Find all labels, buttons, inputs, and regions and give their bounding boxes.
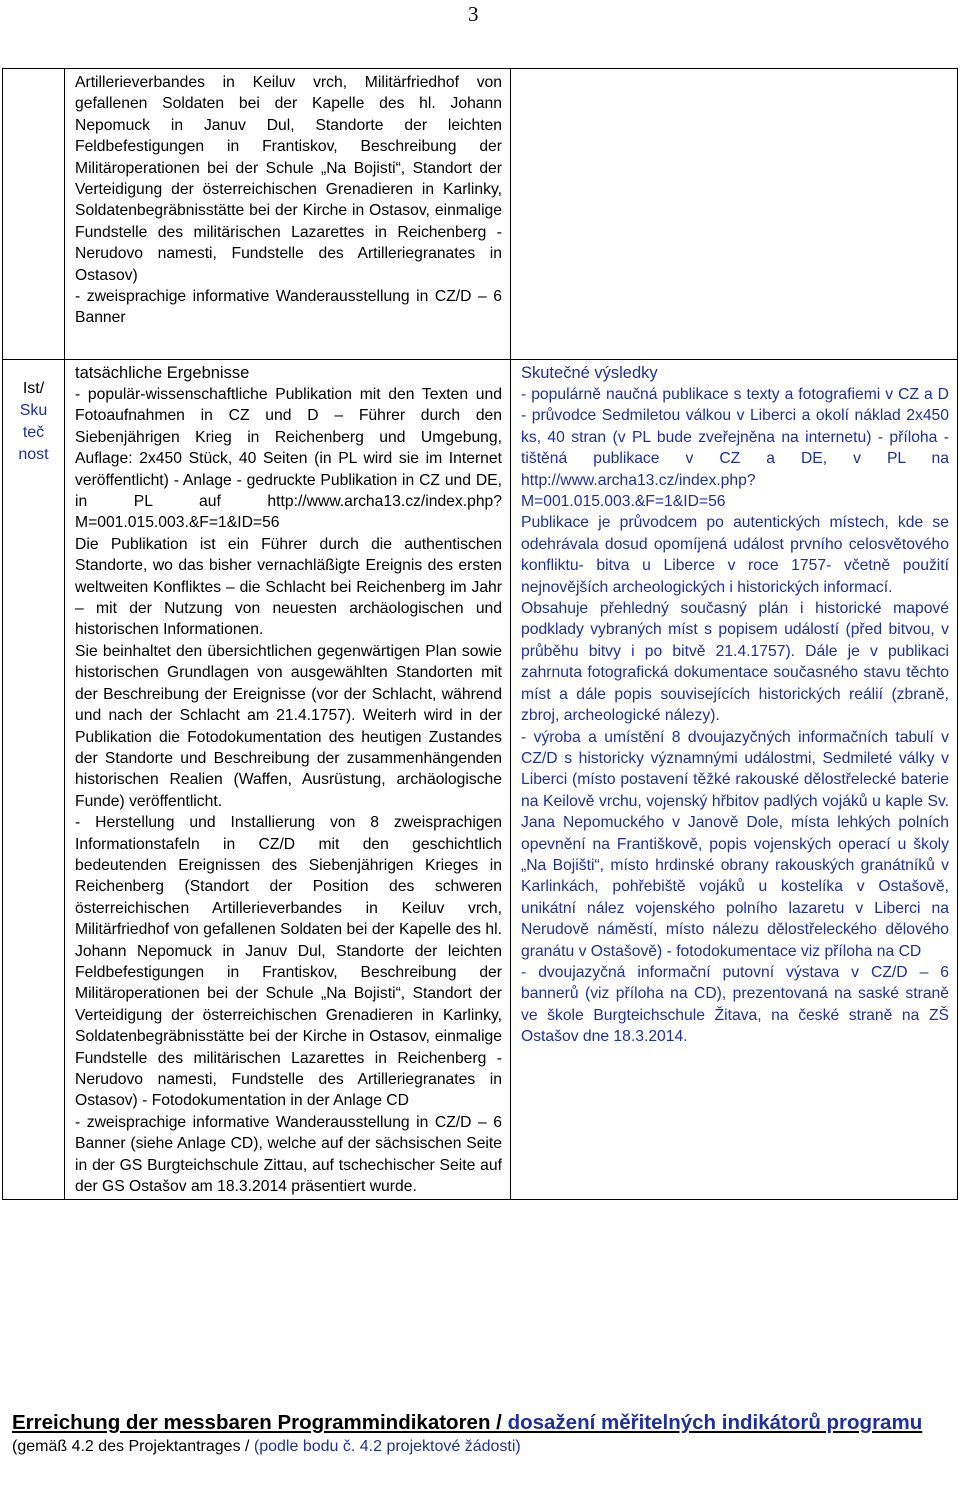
section-title (12, 1410, 952, 1436)
label-skutecnost-1: Sku (19, 402, 48, 419)
actual-de-paragraph: Sie beinhaltet den übersichtlichen gegenwärtigen Plan sowie historischen Grundlagen von ausgewählten Standorten mit der Beschreibung der Ereignisse (vor der Schlacht, während und nach der Schlacht am 21.4.1757). Weiterh wird in der Publikation die Fotodokumentation des heutigen Zustandes der Standorte und Beschreibung der zusammenhängenden historischen Realien (Waffen, Ausrüstung, archäologische Funde) veröffentlicht. (75, 642, 502, 810)
section-subtitle-de: (gemäß 4.2 des Projektantrages / (12, 1438, 250, 1455)
actual-de-paragraph: Die Publikation ist ein Führer durch die authentischen Standorte, wo das bisher vernachläßigte Ereignis des ersten weltweiten Konfliktes – die Schlacht bei Reichenberg im Jahr – mit der Nutzung von neuesten archäologischen und historischen Informationen. (75, 535, 502, 639)
table-row-plan (3, 69, 958, 360)
actual-cz-paragraph: - populárně naučná publikace s texty a fotografiemi v CZ a D - průvodce Sedmiletou válkou v Liberci a okolí náklad 2x450 ks, 40 stran (v PL bude zveřejněna na internetu) - příloha - tištěná publikace v CZ a DE, v PL na http://www.archa13.cz/index.php?M=001.015.003.&F=1&ID=56 (521, 386, 949, 511)
label-skutecnost-3: nost (18, 446, 49, 463)
section-subtitle-cz: (podle bodu č. 4.2 projektové žádosti) (253, 1438, 521, 1455)
section-title-cz: dosažení měřitelných indikátorů programu (507, 1411, 923, 1434)
actual-label-cell (3, 360, 65, 1200)
results-table (2, 68, 958, 1200)
actual-cz-cell (511, 360, 958, 1200)
actual-de-heading: tatsächliche Ergebnisse (75, 364, 250, 382)
actual-cz-paragraph: - dvoujazyčná informační putovní výstava v CZ/D – 6 bannerů (viz příloha na CD), prezentovaná na saské straně ve škole Burgteichschule Žitava, na české straně na ZŠ Ostašov dne 18.3.2014. (521, 963, 949, 1046)
actual-de-paragraph: - zweisprachige informative Wanderausstellung in CZ/D – 6 Banner (siehe Anlage CD), welche auf der sächsischen Seite in der GS Burgteichschule Zittau, auf tschechischer Seite auf der GS Ostašov am 18.3.2014 präsentiert wurde. (75, 1113, 502, 1196)
actual-cz-paragraph: Obsahuje přehledný současný plán i historické mapové podklady vybraných míst s popisem událostí (před bitvou, v průběhu bitvy i po bitvě 21.4.1757). Dále je v publikaci zahrnuta fotografická dokumentace současného stavu těchto míst a dále popis souvisejících historických reálií (zbraně, zbroj, archeologické nálezy). (521, 600, 949, 725)
plan-de-paragraph: Artillerieverbandes in Keiluv vrch, Militärfriedhof von gefallenen Soldaten bei der Kapelle des hl. Johann Nepomuck in Januv Dul, Standorte der leichten Feldbefestigungen in Frantiskov, Beschreibung der Militäroperationen bei der Schule „Na Bojisti“, Standort der Verteidigung der österreichischen Grenadieren in Karlinky, Soldatenbegräbnisstätte bei der Kirche in Ostasov, einmalige Fundstelle des militärischen Lazarettes in Reichenberg - Nerudovo namesti, Fundstelle des Artilleriegranates in Ostasov) (75, 74, 502, 284)
plan-cz-cell (511, 69, 958, 360)
actual-de-paragraph: - populär-wissenschaftliche Publikation mit den Texten und Fotoaufnahmen in CZ und D – Führer durch den Siebenjährigen Krieg in Reichenberg und Umgebung, Auflage: 2x450 Stück, 40 Seiten (in PL wird sie im Internet veröffentlicht) - Anlage - gedruckte Publikation in CZ und DE, in PL auf http://www.archa13.cz/index.php?M=001.015.003.&F=1&ID=56 (75, 386, 502, 532)
plan-label-cell (3, 69, 65, 360)
actual-cz-heading: Skutečné výsledky (521, 364, 658, 382)
actual-de-paragraph: - Herstellung und Installierung von 8 zweisprachigen Informationstafeln in CZ/D mit den geschichtlich bedeutenden Ereignissen des Siebenjährigen Krieges in Reichenberg (Standort der Position des schweren österreichischen Artillerieverbandes in Keiluv vrch, Militärfriedhof von gefallenen Soldaten bei der Kapelle des hl. Johann Nepomuck in Januv Dul, Standorte der leichten Feldbefestigungen in Frantiskov, Beschreibung der Militäroperationen bei der Schule „Na Bojisti“, Standort der Verteidigung der österreichischen Grenadieren in Karlinky, Soldatenbegräbnisstätte bei der Kirche in Ostasov, einmalige Fundstelle des militärischen Lazarettes in Reichenberg - Nerudovo namesti, Fundstelle des Artilleriegranates in Ostasov) - Fotodokumentation in der Anlage CD (75, 814, 502, 1110)
label-ist: Ist/ (22, 380, 45, 397)
page-number: 3 (468, 2, 479, 26)
plan-de-cell (65, 69, 511, 360)
actual-cz-paragraph: Publikace je průvodcem po autentických místech, kde se odehrávala dosud opomíjená událost prvního celosvětového konfliktu- bitva u Liberce v roce 1757- včetně použití nejnovějších archeologických i historických informací. (521, 514, 949, 596)
label-skutecnost-2: teč (22, 424, 45, 441)
section-footer (12, 1410, 952, 1458)
plan-de-paragraph: - zweisprachige informative Wanderausstellung in CZ/D – 6 Banner (75, 288, 502, 327)
actual-cz-paragraph: - výroba a umístění 8 dvoujazyčných informačních tabulí v CZ/D s historicky významnými událostmi, Sedmileté války v Liberci (místo postavení těžké rakouské dělostřelecké baterie na Keilově vrchu, vojenský hřbitov padlých vojáků u kaple Sv. Jana Nepomuckého v Janově Dole, místa lehkých polních opevnění na Františkově, popis vojenských operací u školy „Na Bojišti“, místo hrdinské obrany rakouských granátníků v Karlinkách, pohřebiště vojáků u kostelíka v Ostašově, unikátní nález vojenského polního lazaretu v Liberci na Nerudově náměstí, místo nálezu dělostřeleckého dělového granátu v Ostašově) - fotodokumentace viz příloha na CD (521, 728, 949, 960)
actual-de-cell (65, 360, 511, 1200)
section-title-de: Erreichung der messbaren Programmindikatoren / (12, 1411, 502, 1434)
section-subtitle (12, 1436, 952, 1458)
table-row-actual (3, 360, 958, 1200)
